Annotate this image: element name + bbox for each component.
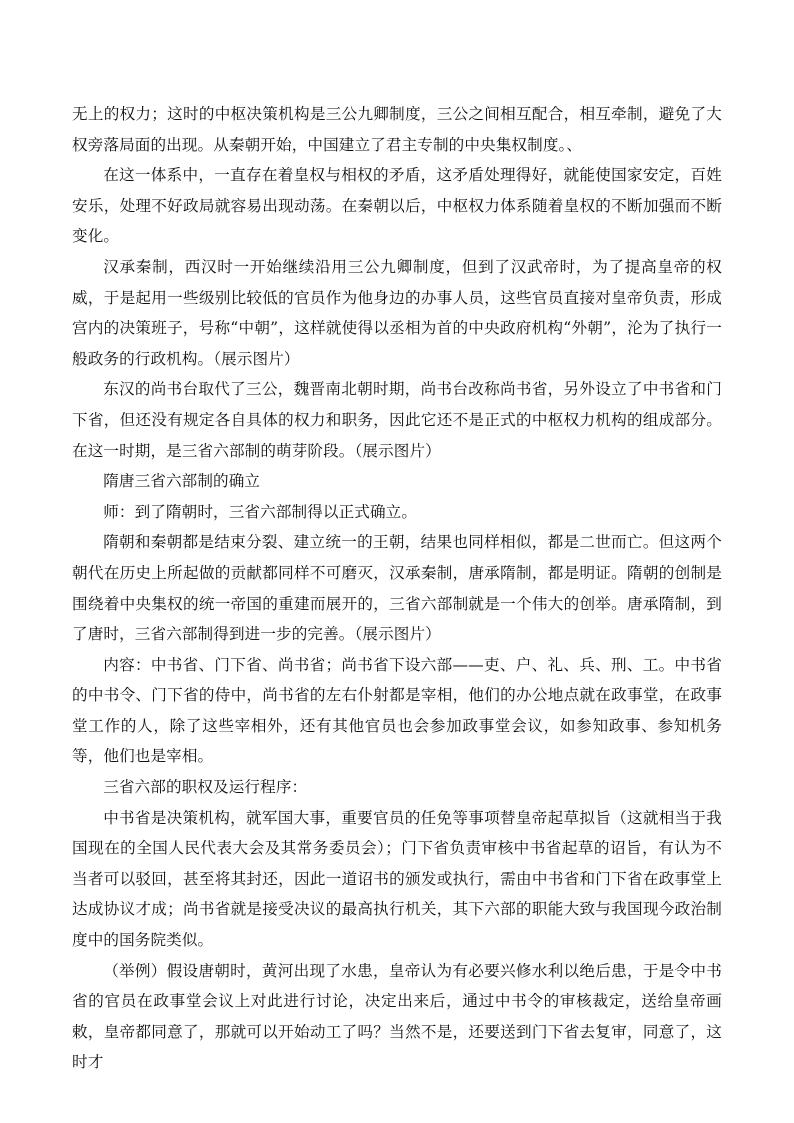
paragraph-2: 在这一体系中，一直存在着皇权与相权的矛盾，这矛盾处理得好，就能使国家安定，百姓安乐，处理不好政局就容易出现动荡。在秦朝以后，中枢权力体系随着皇权的不断加强而不断变化。 (72, 166, 722, 246)
paragraph-7: 隋朝和秦朝都是结束分裂、建立统一的王朝，结果也同样相似，都是二世而亡。但这两个朝代在历史上所起做的贡献都同样不可磨灭，汉承秦制，唐承隋制，都是明证。隋朝的创制是围绕着中央集权的统一帝国的重建而展开的，三省六部制就是一个伟大的创举。唐承隋制，到了唐时，三省六部制得到进一步的完善。（展示图片） (72, 533, 722, 644)
document-body (72, 99, 722, 1078)
paragraph-10: 中书省是决策机构，就军国大事，重要官员的任免等事项替皇帝起草拟旨（这就相当于我国现在的全国人民代表大会及其常务委员会）；门下省负责审核中书省起草的诏旨，有认为不当者可以驳回，甚至将其封还，因此一道诏书的颁发或执行，需由中书省和门下省在政事堂上达成协议才成；尚书省就是接受决议的最高执行机关，其下六部的职能大致与我国现今政治制度中的国务院类似。 (72, 808, 722, 950)
paragraph-3: 汉承秦制，西汉时一开始继续沿用三公九卿制度，但到了汉武帝时，为了提高皇帝的权威，于是起用一些级别比较低的官员作为他身边的办事人员，这些官员直接对皇帝负责，形成宫内的决策班子，号称“中朝”，这样就使得以丞相为首的中央政府机构“外朝”，沦为了执行一般政务的行政机构。（展示图片） (72, 257, 722, 368)
section-heading: 隋唐三省六部制的确立 (103, 472, 261, 491)
paragraph-4: 东汉的尚书台取代了三公，魏晋南北朝时期，尚书台改称尚书省，另外设立了中书省和门下省，但还没有规定各自具体的权力和职务，因此它还不是正式的中枢权力机构的组成部分。在这一时期，是三省六部制的萌芽阶段。（展示图片） (72, 380, 722, 460)
paragraph-11: （举例）假设唐朝时，黄河出现了水患，皇帝认为有必要兴修水利以绝后患，于是令中书省的官员在政事堂会议上对此进行讨论，决定出来后，通过中书令的审核裁定，送给皇帝画敕，皇帝都同意了，那就可以开始动工了吗？当然不是，还要送到门下省去复审，同意了，这时才 (72, 961, 722, 1072)
paragraph-6: 师：到了隋朝时，三省六部制得以正式确立。 (103, 502, 418, 521)
paragraph-1: 无上的权力；这时的中枢决策机构是三公九卿制度，三公之间相互配合，相互牵制，避免了大权旁落局面的出现。从秦朝开始，中国建立了君主专制的中央集权制度。、 (72, 105, 722, 154)
paragraph-8: 内容：中书省、门下省、尚书省；尚书省下设六部——吏、户、礼、兵、刑、工。中书省的中书令、门下省的侍中，尚书省的左右仆射都是宰相，他们的办公地点就在政事堂，在政事堂工作的人，除了这些宰相外，还有其他官员也会参加政事堂会议，如参知政事、参知机务等，他们也是宰相。 (72, 655, 722, 766)
paragraph-9: 三省六部的职权及运行程序： (103, 778, 308, 797)
